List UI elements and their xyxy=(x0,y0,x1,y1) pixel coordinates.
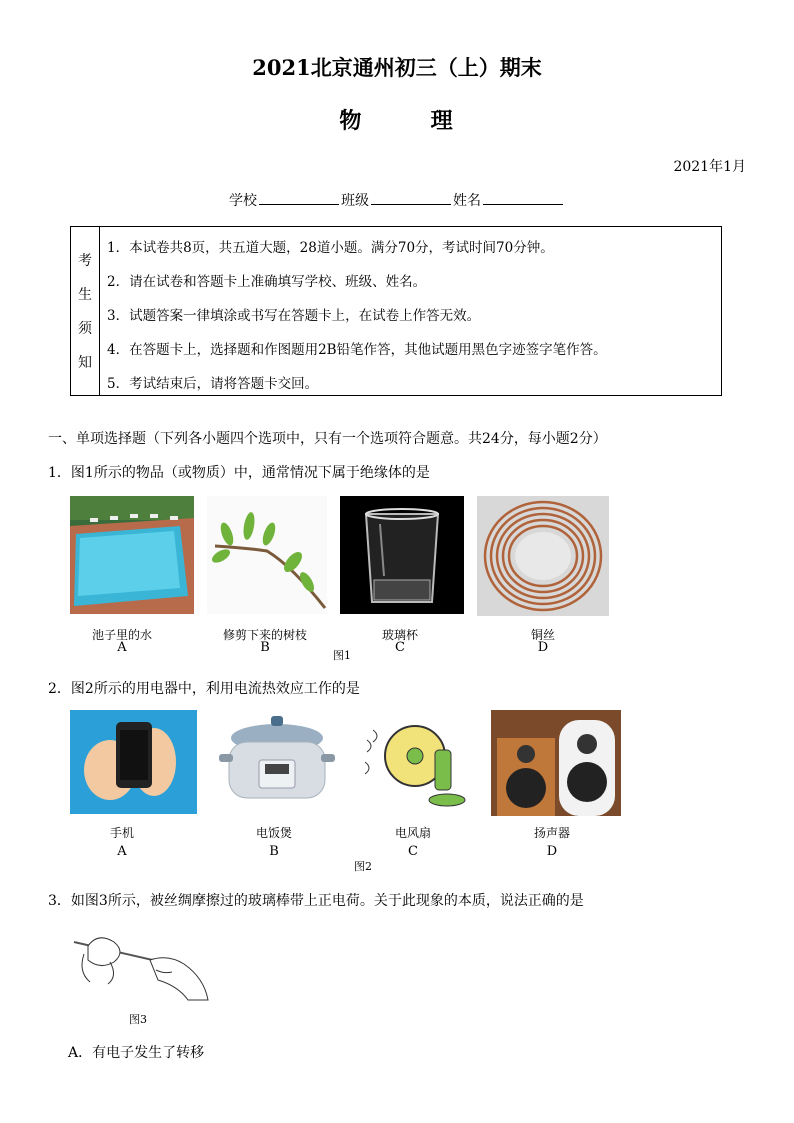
section-heading: 一、单项选择题（下列各小题四个选项中，只有一个选项符合题意。共24分，每小题2分） xyxy=(48,431,607,447)
figure-3-label: 图3 xyxy=(129,1013,147,1026)
q2-option-letter: A xyxy=(117,844,127,859)
speaker-image xyxy=(491,710,621,816)
name-blank[interactable] xyxy=(483,190,563,205)
rice-cooker-image xyxy=(213,710,341,814)
notice-item: 3．试题答案一律填涂或书写在答题卡上，在试卷上作答无效。 xyxy=(107,308,481,324)
q1-option-letter: D xyxy=(537,640,549,655)
q1-option-letter: C xyxy=(395,640,405,655)
q2-option-caption: 扬声器 xyxy=(533,826,570,840)
notice-label-char: 考 xyxy=(78,253,92,269)
phone-image xyxy=(70,710,197,814)
q1-option-caption: 修剪下来的树枝 xyxy=(222,628,307,642)
notice-item: 1．本试卷共8页，共五道大题，28道小题。满分70分，考试时间70分钟。 xyxy=(107,240,554,256)
figure-1-label: 图1 xyxy=(333,649,351,662)
fan-image xyxy=(353,710,475,814)
exam-notice-box xyxy=(70,226,722,396)
class-blank[interactable] xyxy=(371,190,451,205)
q2-option-letter: D xyxy=(546,844,558,859)
glass-rod-rubbing-image xyxy=(70,924,212,1004)
glass-image xyxy=(340,496,464,614)
notice-label-char: 知 xyxy=(78,355,92,371)
question-1-text: 1．图1所示的物品（或物质）中，通常情况下属于绝缘体的是 xyxy=(48,465,430,481)
notice-items xyxy=(107,231,607,401)
pool-image xyxy=(70,496,194,614)
subject-title xyxy=(0,104,794,135)
q1-option-caption: 铜丝 xyxy=(530,628,555,642)
copper-wire-image xyxy=(477,496,609,616)
exam-title: 2021北京通州初三（上）期末 xyxy=(252,55,542,80)
q2-option-caption: 电饭煲 xyxy=(255,826,292,840)
q1-option-caption: 玻璃杯 xyxy=(381,628,418,642)
notice-label xyxy=(71,227,100,395)
class-label: 班级 xyxy=(341,193,369,209)
school-label: 学校 xyxy=(229,193,257,209)
q1-option-caption: 池子里的水 xyxy=(91,628,152,642)
notice-label-char: 生 xyxy=(78,287,92,303)
name-label: 姓名 xyxy=(453,193,481,209)
student-info-line xyxy=(0,190,794,210)
q2-option-letter: B xyxy=(269,844,279,859)
subject-left: 物 xyxy=(339,108,364,134)
question-3-option-a: A．有电子发生了转移 xyxy=(68,1045,205,1061)
q1-option-letter: A xyxy=(117,640,127,655)
question-3-text: 3．如图3所示，被丝绸摩擦过的玻璃棒带上正电荷。关于此现象的本质，说法正确的是 xyxy=(48,893,584,909)
branch-image xyxy=(207,496,327,614)
notice-item: 5．考试结束后，请将答题卡交回。 xyxy=(107,376,319,392)
q2-option-caption: 电风扇 xyxy=(394,826,431,840)
notice-label-char: 须 xyxy=(78,321,92,337)
subject-right: 理 xyxy=(430,108,455,134)
q2-option-caption: 手机 xyxy=(109,826,134,840)
school-blank[interactable] xyxy=(259,190,339,205)
notice-item: 4．在答题卡上，选择题和作图题用2B铅笔作答，其他试题用黑色字迹签字笔作答。 xyxy=(107,342,607,358)
question-2-text: 2．图2所示的用电器中，利用电流热效应工作的是 xyxy=(48,681,360,697)
figure-2-label: 图2 xyxy=(354,860,372,873)
notice-item: 2．请在试卷和答题卡上准确填写学校、班级、姓名。 xyxy=(107,274,427,290)
q2-option-letter: C xyxy=(408,844,418,859)
exam-date: 2021年1月 xyxy=(673,159,746,175)
q1-option-letter: B xyxy=(260,640,270,655)
